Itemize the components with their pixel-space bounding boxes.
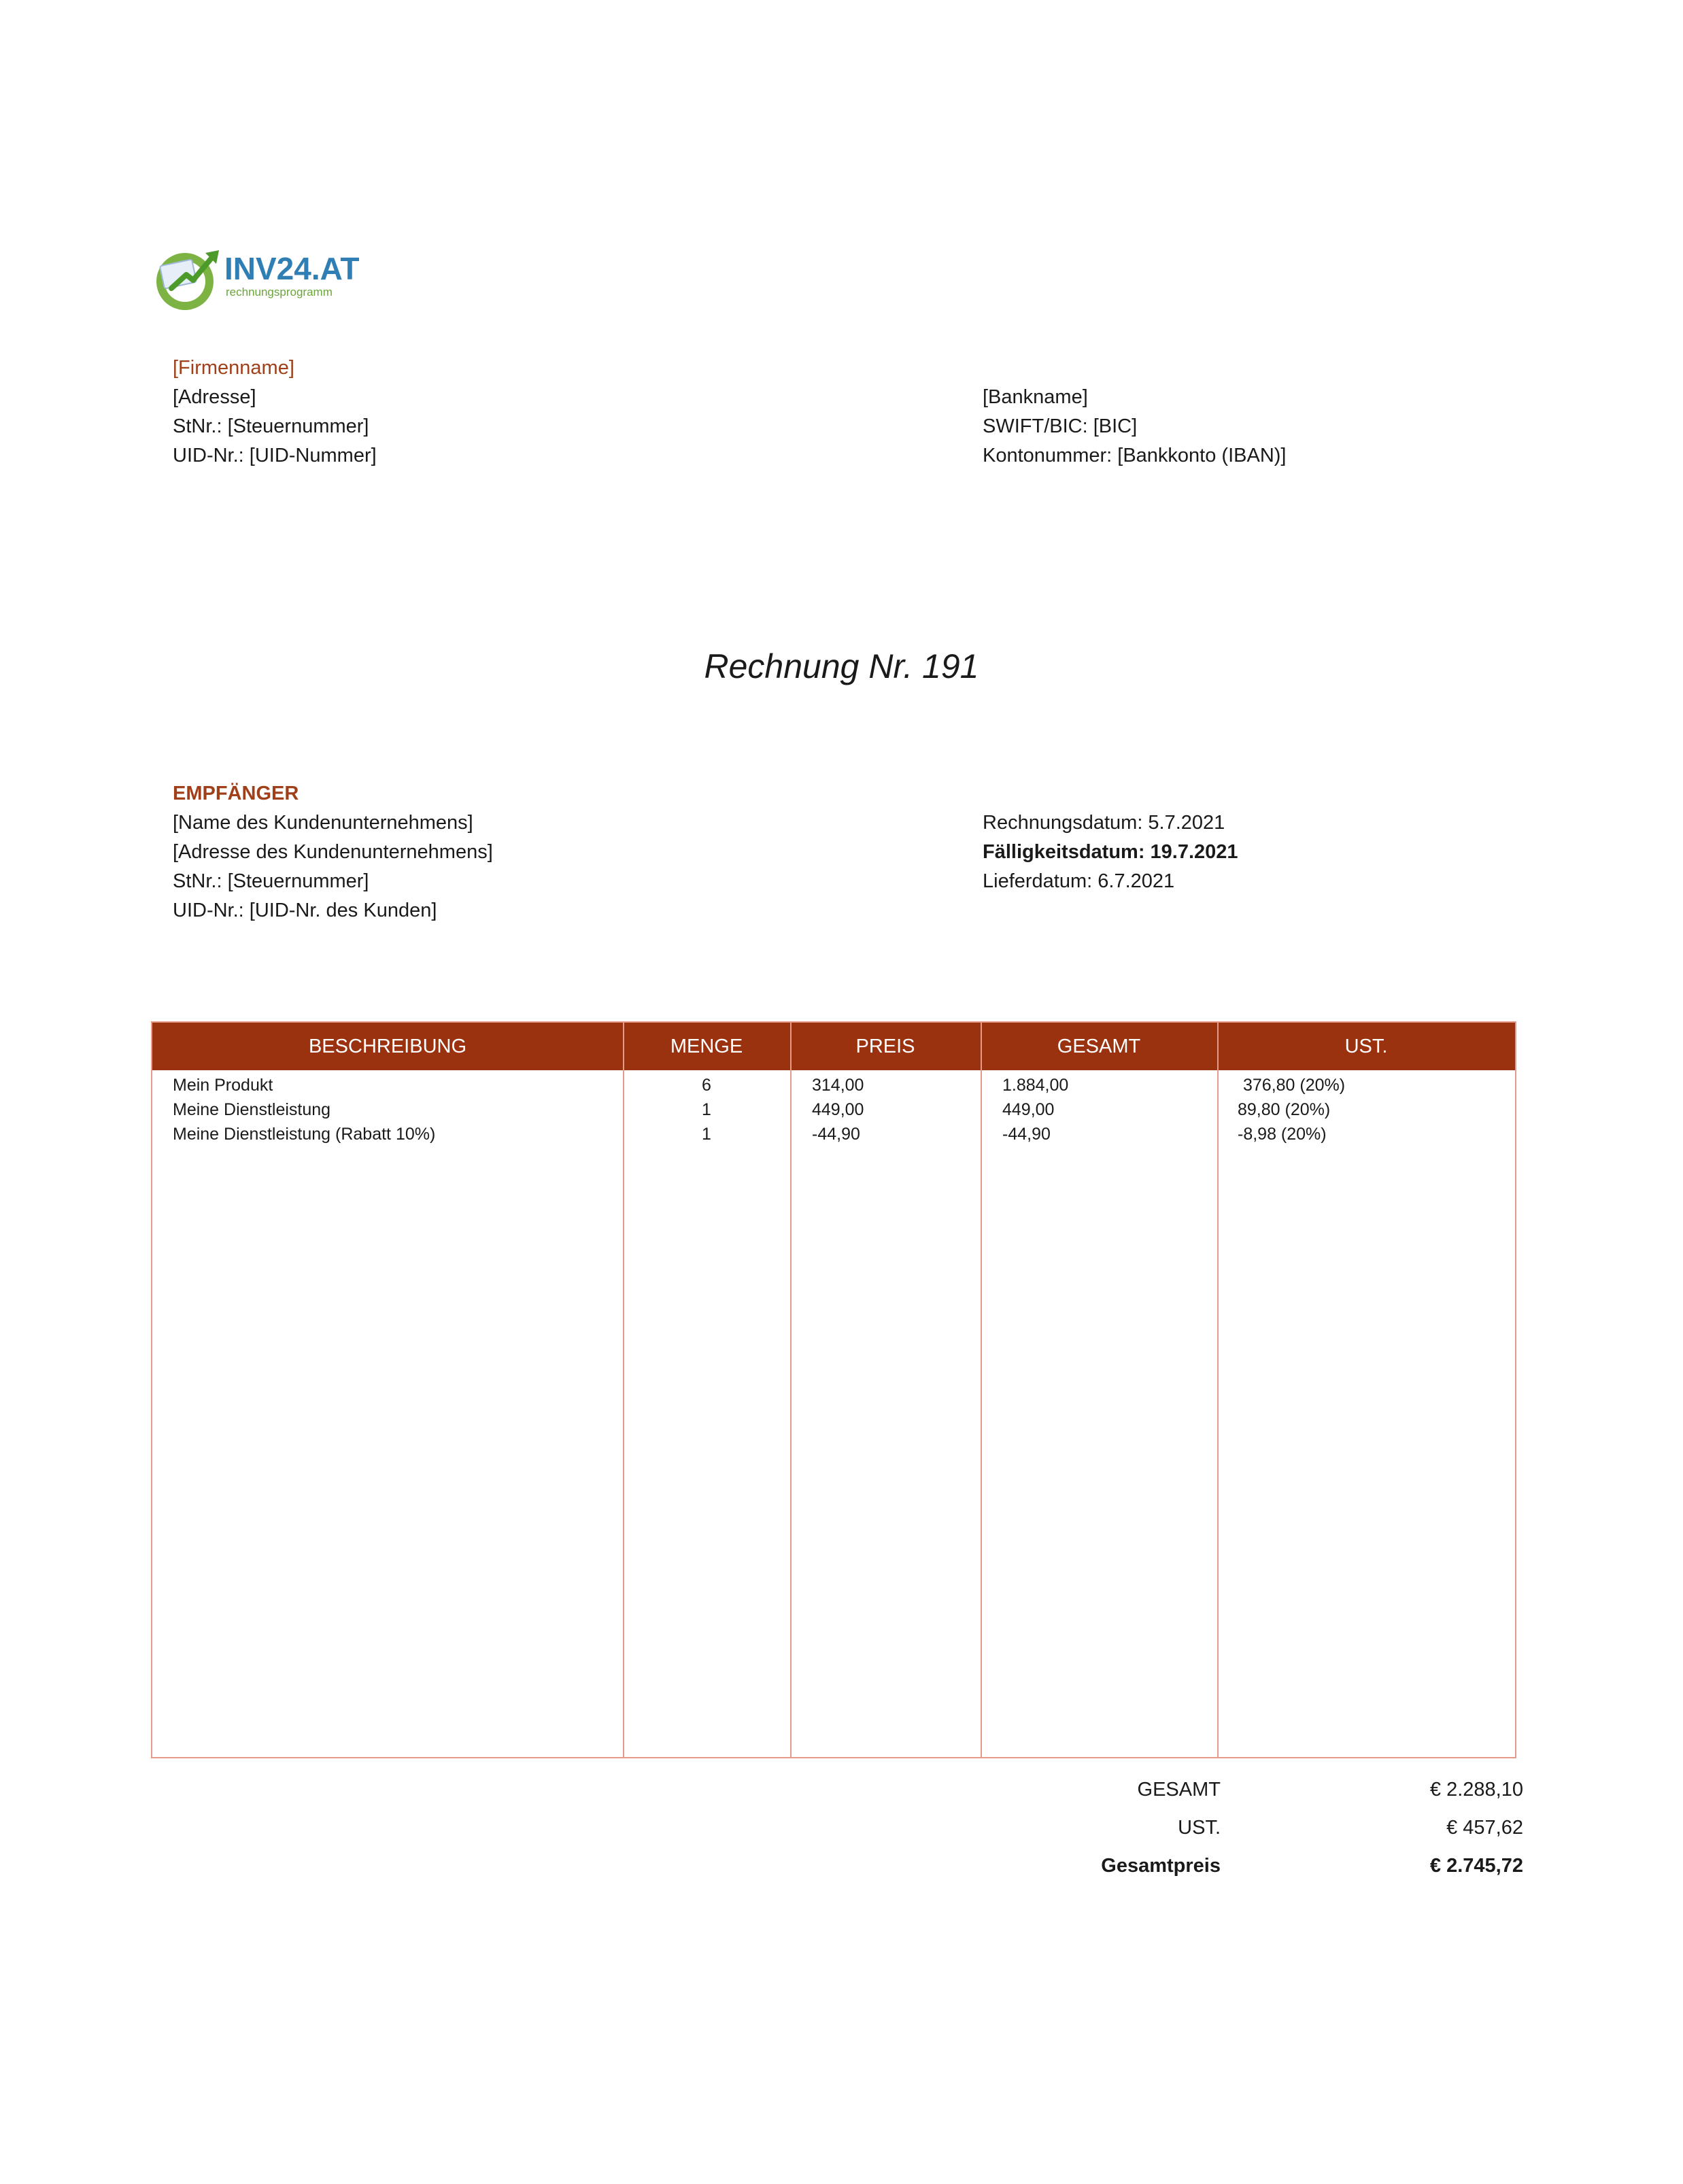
net-total-label: GESAMT bbox=[1137, 1779, 1221, 1801]
invoice-date: Rechnungsdatum: 5.7.2021 bbox=[983, 812, 1225, 834]
row-price: 314,00 bbox=[812, 1076, 864, 1095]
recipient-vat-id: UID-Nr.: [UID-Nr. des Kunden] bbox=[173, 900, 437, 921]
row-vat: 376,80 (20%) bbox=[1243, 1076, 1346, 1095]
logo-tagline: rechnungsprogramm bbox=[226, 286, 333, 298]
column-header-total: GESAMT bbox=[981, 1023, 1217, 1070]
sender-vat-id: UID-Nr.: [UID-Nummer] bbox=[173, 445, 377, 466]
row-quantity: 1 bbox=[702, 1125, 711, 1144]
row-total: -44,90 bbox=[1002, 1125, 1051, 1144]
column-header-price: PREIS bbox=[790, 1023, 981, 1070]
column-header-description: BESCHREIBUNG bbox=[152, 1023, 623, 1070]
company-logo bbox=[151, 245, 360, 313]
recipient-tax-number: StNr.: [Steuernummer] bbox=[173, 870, 369, 892]
vat-total-value: € 457,62 bbox=[1446, 1817, 1523, 1839]
logo-brand-text: INV24.AT bbox=[224, 251, 360, 286]
column-divider bbox=[1217, 1023, 1219, 1757]
logo-badge-icon bbox=[151, 245, 226, 313]
recipient-block bbox=[173, 779, 493, 925]
due-date: Fälligkeitsdatum: 19.7.2021 bbox=[983, 841, 1238, 863]
row-price: 449,00 bbox=[812, 1100, 864, 1119]
recipient-name: [Name des Kundenunternehmens] bbox=[173, 812, 473, 834]
dates-block bbox=[983, 808, 1238, 896]
sender-company-name: [Firmenname] bbox=[173, 357, 294, 379]
net-total-value: € 2.288,10 bbox=[1429, 1779, 1523, 1801]
recipient-address: [Adresse des Kundenunternehmens] bbox=[173, 841, 493, 863]
sender-tax-number: StNr.: [Steuernummer] bbox=[173, 415, 369, 437]
row-description: Meine Dienstleistung (Rabatt 10%) bbox=[173, 1125, 436, 1144]
row-quantity: 6 bbox=[702, 1076, 711, 1095]
bank-swift: SWIFT/BIC: [BIC] bbox=[983, 415, 1138, 437]
bank-block bbox=[983, 383, 1286, 471]
sender-block bbox=[173, 354, 377, 471]
row-quantity: 1 bbox=[702, 1100, 711, 1119]
row-vat: 89,80 (20%) bbox=[1238, 1100, 1331, 1119]
row-total: 1.884,00 bbox=[1002, 1076, 1069, 1095]
line-items-table bbox=[151, 1021, 1516, 1758]
column-header-vat: UST. bbox=[1217, 1023, 1515, 1070]
column-divider bbox=[981, 1023, 982, 1757]
gross-total-label: Gesamtpreis bbox=[1101, 1855, 1221, 1877]
gross-total-value: € 2.745,72 bbox=[1429, 1855, 1523, 1877]
row-description: Mein Produkt bbox=[173, 1076, 273, 1095]
column-divider bbox=[790, 1023, 792, 1757]
column-header-quantity: MENGE bbox=[623, 1023, 790, 1070]
bank-account: Kontonummer: [Bankkonto (IBAN)] bbox=[983, 445, 1287, 466]
vat-total-label: UST. bbox=[1178, 1817, 1221, 1839]
sender-address: [Adresse] bbox=[173, 386, 256, 408]
delivery-date: Lieferdatum: 6.7.2021 bbox=[983, 870, 1175, 892]
row-total: 449,00 bbox=[1002, 1100, 1055, 1119]
invoice-title: Rechnung Nr. 191 bbox=[704, 647, 979, 685]
recipient-heading: EMPFÄNGER bbox=[173, 783, 299, 804]
row-description: Meine Dienstleistung bbox=[173, 1100, 331, 1119]
row-vat: -8,98 (20%) bbox=[1238, 1125, 1327, 1144]
bank-name: [Bankname] bbox=[983, 386, 1088, 408]
row-price: -44,90 bbox=[812, 1125, 860, 1144]
